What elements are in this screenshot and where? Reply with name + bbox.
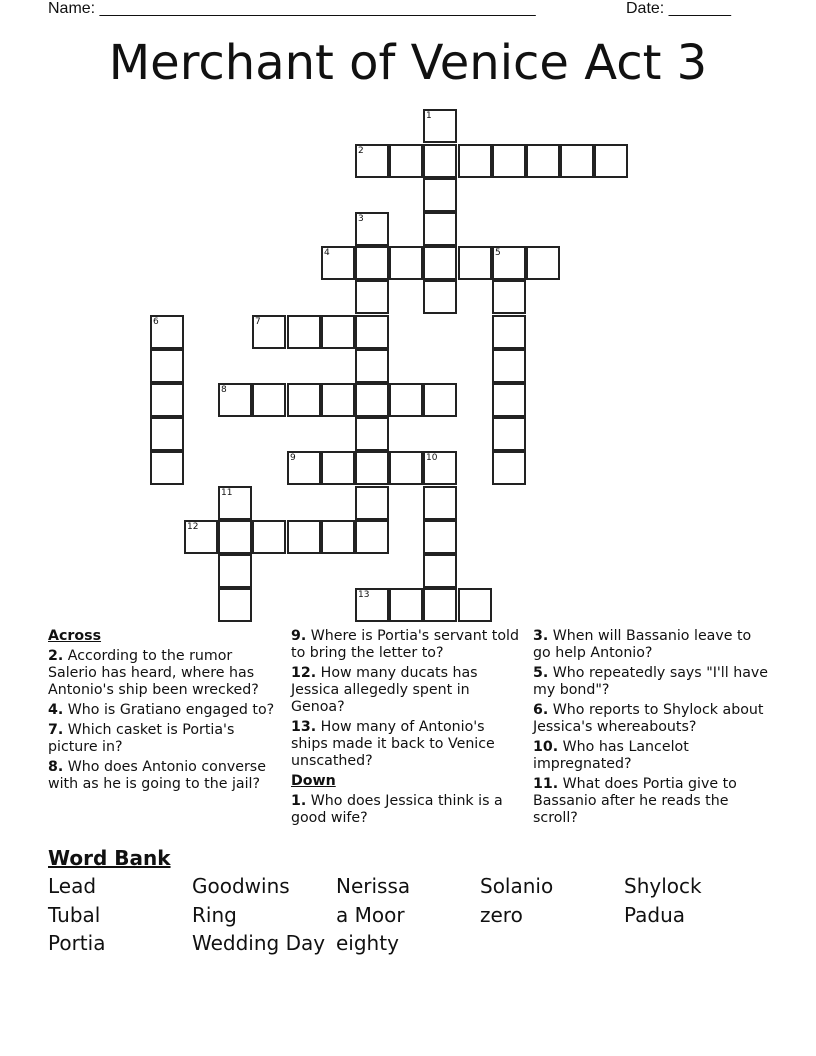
- crossword-cell[interactable]: [492, 144, 526, 178]
- crossword-cell[interactable]: [321, 451, 355, 485]
- clue-across-4: [48, 702, 284, 719]
- clue-number: 9.: [291, 628, 307, 644]
- crossword-cell[interactable]: [423, 520, 457, 554]
- clue-down-10: [533, 739, 769, 773]
- clue-text: How many ducats has Jessica allegedly spent in Genoa?: [291, 665, 478, 715]
- crossword-cell[interactable]: [423, 109, 457, 143]
- clue-across-2: [48, 648, 284, 699]
- clue-number-label: 11: [221, 488, 233, 498]
- crossword-cell[interactable]: [355, 212, 389, 246]
- crossword-cell[interactable]: [287, 383, 321, 417]
- crossword-cell[interactable]: [150, 349, 184, 383]
- across-header: Across: [48, 628, 102, 644]
- clue-number-label: 9: [290, 453, 296, 463]
- crossword-cell[interactable]: [423, 486, 457, 520]
- word-bank-title: Word Bank: [48, 846, 171, 870]
- crossword-cell[interactable]: [423, 246, 457, 280]
- clue-text: When will Bassanio leave to go help Antonio?: [533, 628, 752, 661]
- clue-text: According to the rumor Salerio has heard, where has Antonio's ship been wrecked?: [48, 648, 259, 698]
- clue-column-3: [533, 628, 769, 830]
- crossword-cell[interactable]: [355, 451, 389, 485]
- word-bank-word: Lead: [48, 874, 97, 898]
- crossword-cell[interactable]: [355, 315, 389, 349]
- crossword-cell[interactable]: [355, 486, 389, 520]
- clue-across-7: [48, 722, 284, 756]
- clue-text: Who does Jessica think is a good wife?: [291, 793, 503, 826]
- clue-number: 13.: [291, 719, 317, 735]
- clue-text: Who is Gratiano engaged to?: [67, 702, 275, 718]
- clue-text: Which casket is Portia's picture in?: [48, 722, 235, 755]
- clue-number: 5.: [533, 665, 549, 681]
- crossword-cell[interactable]: [389, 451, 423, 485]
- clue-across-8: [48, 759, 284, 793]
- clue-number-label: 8: [221, 385, 227, 395]
- clue-down-5: [533, 665, 769, 699]
- clue-number-label: 1: [426, 111, 432, 121]
- word-bank-word: Tubal: [48, 903, 101, 927]
- clue-number: 11.: [533, 776, 559, 792]
- clue-across-9: [291, 628, 523, 662]
- crossword-cell[interactable]: [526, 246, 560, 280]
- clue-column-1: [48, 628, 284, 796]
- clue-text: Who repeatedly says "I'll have my bond"?: [533, 665, 769, 698]
- crossword-cell[interactable]: [355, 144, 389, 178]
- clue-text: What does Portia give to Bassanio after he reads the scroll?: [533, 776, 737, 826]
- crossword-cell[interactable]: [355, 349, 389, 383]
- clue-across-12: [291, 665, 523, 716]
- word-bank-word: zero: [480, 903, 523, 927]
- clue-text: Who reports to Shylock about Jessica's whereabouts?: [533, 702, 764, 735]
- word-bank-word: Portia: [48, 931, 106, 955]
- down-header: Down: [291, 773, 336, 789]
- crossword-cell[interactable]: [355, 417, 389, 451]
- crossword-cell[interactable]: [218, 520, 252, 554]
- clue-across-13: [291, 719, 523, 770]
- crossword-cell[interactable]: [150, 383, 184, 417]
- word-bank-word: Padua: [624, 903, 686, 927]
- clue-down-1: [291, 793, 523, 827]
- clue-column-2: [291, 628, 523, 830]
- clue-text: Who does Antonio converse with as he is going to the jail?: [48, 759, 266, 792]
- clue-text: Where is Portia's servant told to bring the letter to?: [291, 628, 519, 661]
- crossword-cell[interactable]: [492, 349, 526, 383]
- clue-text: How many of Antonio's ships made it back to Venice unscathed?: [291, 719, 495, 769]
- crossword-cell[interactable]: [594, 144, 628, 178]
- clue-number: 2.: [48, 648, 64, 664]
- clue-number-label: 7: [255, 317, 261, 327]
- clue-number: 3.: [533, 628, 549, 644]
- word-bank-word: Goodwins: [192, 874, 290, 898]
- clue-text: Who has Lancelot impregnated?: [533, 739, 689, 772]
- page-title: Merchant of Venice Act 3: [108, 35, 708, 91]
- crossword-cell[interactable]: [389, 383, 423, 417]
- clue-number: 4.: [48, 702, 64, 718]
- crossword-cell[interactable]: [252, 520, 286, 554]
- word-bank-word: Nerissa: [336, 874, 411, 898]
- crossword-cell[interactable]: [423, 280, 457, 314]
- crossword-cell[interactable]: [423, 383, 457, 417]
- clue-number-label: 13: [358, 590, 370, 600]
- crossword-cell[interactable]: [355, 280, 389, 314]
- crossword-cell[interactable]: [389, 588, 423, 622]
- crossword-cell[interactable]: [355, 246, 389, 280]
- crossword-cell[interactable]: [492, 451, 526, 485]
- word-bank-word: Wedding Day: [192, 931, 326, 955]
- crossword-cell[interactable]: [252, 315, 286, 349]
- crossword-cell[interactable]: [321, 315, 355, 349]
- crossword-cell[interactable]: [252, 383, 286, 417]
- clue-number: 6.: [533, 702, 549, 718]
- clue-number: 1.: [291, 793, 307, 809]
- word-bank-word: eighty: [336, 931, 399, 955]
- clue-number-label: 3: [358, 214, 364, 224]
- crossword-cell[interactable]: [321, 520, 355, 554]
- clue-number-label: 4: [324, 248, 330, 258]
- clue-down-6: [533, 702, 769, 736]
- crossword-cell[interactable]: [389, 246, 423, 280]
- crossword-cell[interactable]: [218, 486, 252, 520]
- crossword-cell[interactable]: [150, 417, 184, 451]
- crossword-cell[interactable]: [150, 315, 184, 349]
- clue-number-label: 6: [153, 317, 159, 327]
- crossword-cell[interactable]: [423, 588, 457, 622]
- crossword-cell[interactable]: [321, 383, 355, 417]
- crossword-cell[interactable]: [492, 280, 526, 314]
- crossword-cell[interactable]: [321, 246, 355, 280]
- clue-number: 8.: [48, 759, 64, 775]
- word-bank-word: a Moor: [336, 903, 405, 927]
- crossword-cell[interactable]: [458, 246, 492, 280]
- name-field-label: Name: _________________________________________________: [48, 0, 536, 17]
- word-bank-word: Ring: [192, 903, 237, 927]
- word-bank-word: Shylock: [624, 874, 702, 898]
- clue-number: 7.: [48, 722, 64, 738]
- crossword-cell[interactable]: [287, 520, 321, 554]
- word-bank-word: Solanio: [480, 874, 554, 898]
- clue-number-label: 2: [358, 146, 364, 156]
- crossword-cell[interactable]: [560, 144, 594, 178]
- crossword-cell[interactable]: [218, 554, 252, 588]
- crossword-cell[interactable]: [355, 588, 389, 622]
- clue-number: 10.: [533, 739, 559, 755]
- crossword-cell[interactable]: [458, 144, 492, 178]
- crossword-cell[interactable]: [526, 144, 560, 178]
- crossword-cell[interactable]: [458, 588, 492, 622]
- clue-number-label: 5: [495, 248, 501, 258]
- crossword-cell[interactable]: [287, 315, 321, 349]
- crossword-cell[interactable]: [423, 178, 457, 212]
- crossword-cell[interactable]: [423, 212, 457, 246]
- crossword-cell[interactable]: [287, 451, 321, 485]
- crossword-cell[interactable]: [423, 144, 457, 178]
- crossword-cell[interactable]: [184, 520, 218, 554]
- clue-number-label: 10: [426, 453, 438, 463]
- clue-down-11: [533, 776, 769, 827]
- date-field-label: Date: _______: [626, 0, 731, 17]
- crossword-cell[interactable]: [423, 554, 457, 588]
- clue-down-3: [533, 628, 769, 662]
- crossword-cell[interactable]: [150, 451, 184, 485]
- crossword-cell[interactable]: [423, 451, 457, 485]
- crossword-cell[interactable]: [492, 315, 526, 349]
- crossword-cell[interactable]: [355, 520, 389, 554]
- crossword-cell[interactable]: [355, 383, 389, 417]
- crossword-cell[interactable]: [492, 383, 526, 417]
- crossword-cell[interactable]: [492, 246, 526, 280]
- crossword-cell[interactable]: [389, 144, 423, 178]
- crossword-cell[interactable]: [218, 383, 252, 417]
- clue-number-label: 12: [187, 522, 199, 532]
- crossword-cell[interactable]: [492, 417, 526, 451]
- crossword-cell[interactable]: [218, 588, 252, 622]
- clue-number: 12.: [291, 665, 317, 681]
